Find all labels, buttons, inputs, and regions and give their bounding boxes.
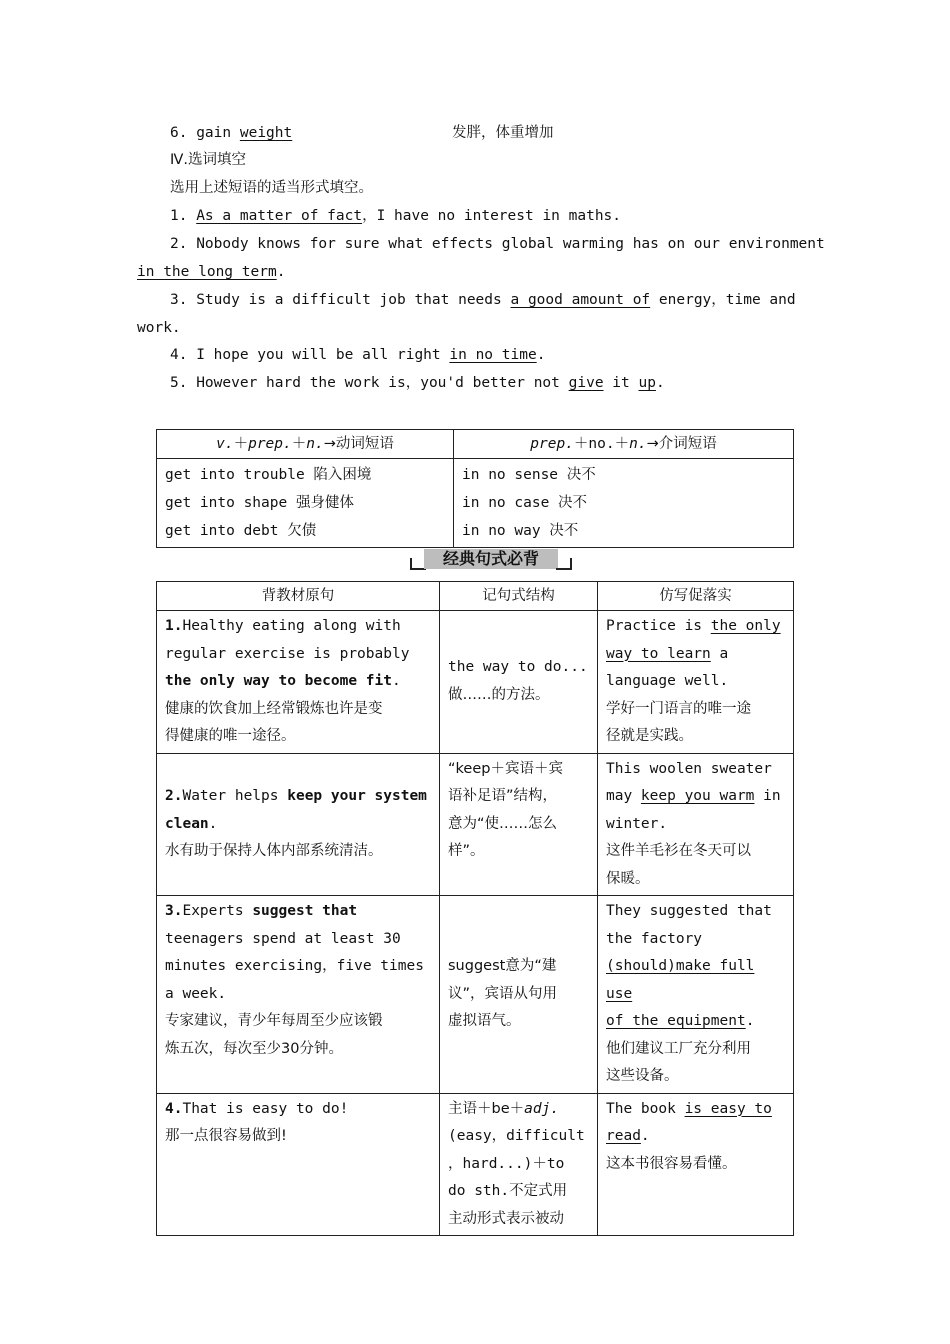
- instruction: 选用上述短语的适当形式填空。: [170, 180, 373, 196]
- question-2: 2. Nobody knows for sure what effects global warming has on our environment: [170, 236, 825, 252]
- table-row: [157, 753, 794, 896]
- structure-cell: 主语＋be＋adj. (easy，difficult ，hard...)＋to do sth.不定式用 主动形式表示被动: [440, 1093, 598, 1236]
- practice-cell: The book is easy to read. 这本书很容易看懂。: [598, 1093, 794, 1236]
- structure-cell: the way to do... 做……的方法。: [440, 611, 598, 754]
- phrase-table: [156, 429, 794, 548]
- phrase-table-head-left: v.＋prep.＋n.→动词短语: [157, 430, 454, 459]
- list-item: in no way 决不: [462, 523, 579, 539]
- answer-3: a good amount of: [510, 292, 651, 308]
- list-item: get into trouble 陷入困境: [165, 467, 372, 483]
- question-2-cont: in the long term.: [137, 264, 286, 280]
- column-header: 背教材原句: [157, 582, 440, 611]
- original-sentence-cell: 1.Healthy eating along with regular exercise is probably the only way to become fit. 健康的饮食加上经常锻炼也许是变 得健康的唯一途径。: [157, 611, 440, 754]
- answer-1: As a matter of fact: [196, 208, 363, 224]
- section-banner: [410, 547, 572, 571]
- list-item: get into shape 强身健体: [165, 495, 354, 511]
- table-row: [157, 611, 794, 754]
- original-sentence-cell: 2.Water helps keep your system clean. 水有助于保持人体内部系统清洁。: [157, 753, 440, 896]
- practice-cell: Practice is the only way to learn a language well. 学好一门语言的唯一途 径就是实践。: [598, 611, 794, 754]
- banner-bracket-right: [556, 558, 572, 570]
- answer-5a: give: [568, 375, 604, 391]
- practice-cell: They suggested that the factory (should)make full use of the equipment. 他们建议工厂充分利用 这些设备。: [598, 896, 794, 1094]
- column-header: 仿写促落实: [598, 582, 794, 611]
- question-3: 3. Study is a difficult job that needs a good amount of energy，time and: [170, 292, 796, 308]
- answer-weight: weight: [239, 125, 293, 141]
- phrase-table-head-right: prep.＋no.＋n.→介词短语: [454, 430, 794, 459]
- phrase-list-right: [454, 459, 794, 548]
- question-4: 4. I hope you will be all right in no time.: [170, 347, 546, 363]
- list-item: get into debt 欠债: [165, 523, 317, 539]
- section-title: Ⅳ.选词填空: [170, 152, 246, 168]
- sentence-table: [156, 581, 794, 1236]
- list-item: in no sense 决不: [462, 467, 596, 483]
- phrase-list-left: [157, 459, 454, 548]
- answer-2: in the long term: [137, 264, 277, 280]
- answer-5b: up: [638, 375, 656, 391]
- structure-cell: suggest意为“建 议”，宾语从句用 虚拟语气。: [440, 896, 598, 1094]
- item-6: 6. gain weight: [170, 125, 293, 141]
- original-sentence-cell: 4.That is easy to do! 那一点很容易做到!: [157, 1093, 440, 1236]
- banner-title: 经典句式必背: [424, 549, 558, 569]
- answer-4: in no time: [449, 347, 537, 363]
- structure-cell: “keep＋宾语＋宾 语补足语”结构， 意为“使……怎么 样”。: [440, 753, 598, 896]
- item-6-meaning: 发胖，体重增加: [452, 125, 554, 141]
- question-1: 1. As a matter of fact，I have no interest in maths.: [170, 208, 622, 224]
- original-sentence-cell: 3.Experts suggest that teenagers spend at least 30 minutes exercising，five times a week. 专家建议，青少年每周至少应该锻 炼五次，每次至少30分钟。: [157, 896, 440, 1094]
- list-item: in no case 决不: [462, 495, 588, 511]
- table-row: [157, 896, 794, 1094]
- table-row: [157, 1093, 794, 1236]
- question-5: 5. However hard the work is，you'd better not give it up.: [170, 375, 665, 391]
- question-3-cont: work.: [137, 320, 181, 336]
- practice-cell: This woolen sweater may keep you warm in winter. 这件羊毛衫在冬天可以 保暖。: [598, 753, 794, 896]
- column-header: 记句式结构: [440, 582, 598, 611]
